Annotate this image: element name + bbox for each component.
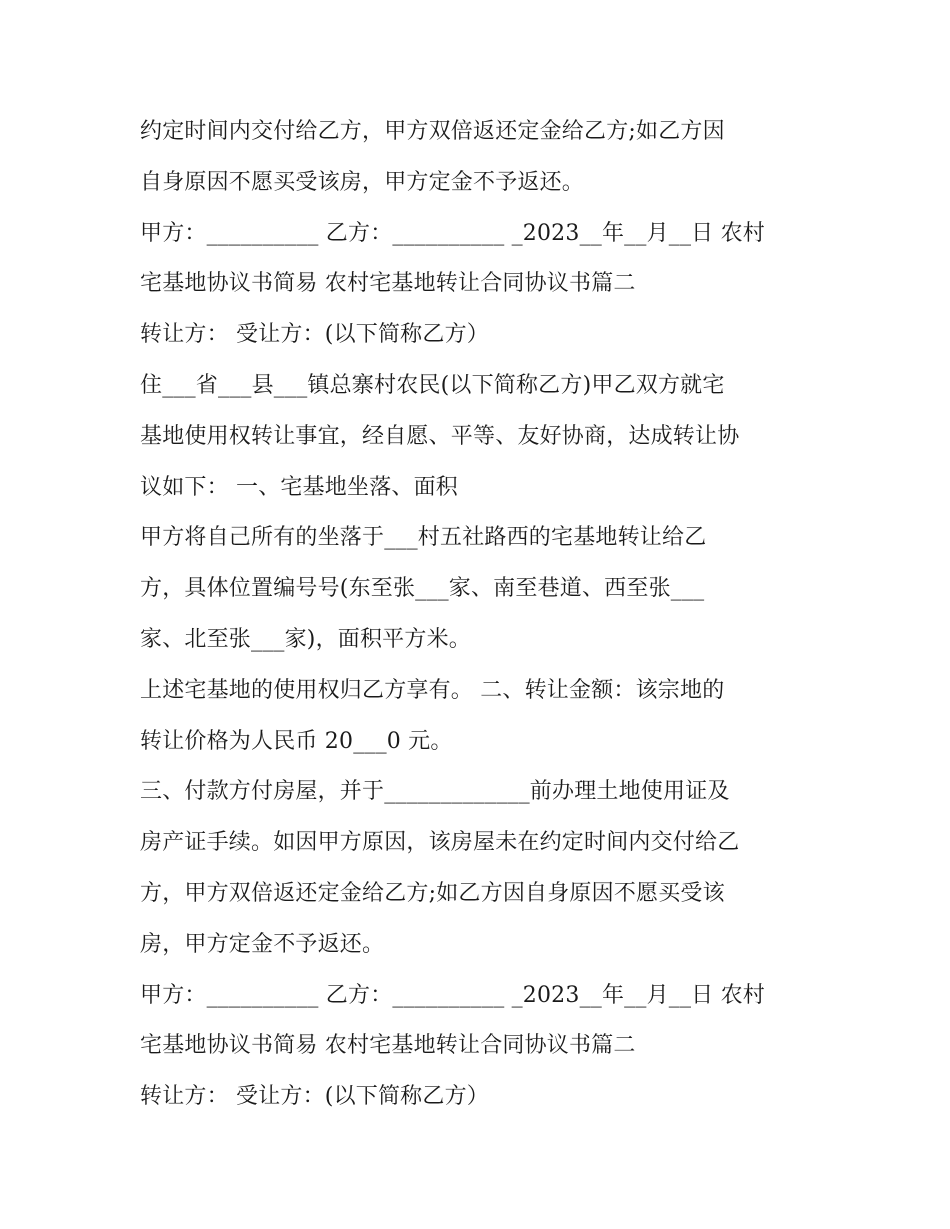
parties-line: 转让方： 受让方：(以下简称乙方）	[140, 1084, 489, 1110]
signature-line: 甲方：__________ 乙方：__________ _2023__年__月__日 农村	[140, 220, 765, 246]
text-line: 约定时间内交付给乙方，甲方双倍返还定金给乙方;如乙方因	[140, 119, 725, 144]
section-heading: 宅基地协议书简易 农村宅基地转让合同协议书篇二	[140, 1033, 636, 1059]
signature-line: 甲方：__________ 乙方：__________ _2023__年__月__日 农村	[140, 982, 765, 1008]
text-line: 上述宅基地的使用权归乙方享有。 二、转让金额：该宗地的	[140, 677, 725, 703]
text-line: 基地使用权转让事宜，经自愿、平等、友好协商，达成转让协	[140, 423, 740, 449]
text-line: 甲方将自己所有的坐落于___村五社路西的宅基地转让给乙	[140, 525, 707, 551]
text-line: 三、付款方付房屋，并于_____________前办理土地使用证及	[140, 779, 730, 805]
text-line: 家、北至张___家)，面积平方米。	[140, 626, 471, 652]
text-line: 房，甲方定金不予返还。	[140, 931, 385, 957]
text-line: 议如下： 一、宅基地坐落、面积	[140, 474, 458, 500]
text-line: 方，具体位置编号号(东至张___家、南至巷道、西至张___	[140, 576, 705, 602]
text-line: 房产证手续。如因甲方原因，该房屋未在约定时间内交付给乙	[140, 830, 740, 856]
document-body	[140, 107, 830, 1123]
text-line: 住___省___县___镇总寨村农民(以下简称乙方)甲乙双方就宅	[140, 372, 725, 398]
section-heading: 宅基地协议书简易 农村宅基地转让合同协议书篇二	[140, 271, 636, 297]
parties-line: 转让方： 受让方：(以下简称乙方）	[140, 322, 489, 348]
text-line: 方，甲方双倍返还定金给乙方;如乙方因自身原因不愿买受该	[140, 880, 725, 906]
text-line: 转让价格为人民币 20___0 元。	[140, 728, 453, 754]
text-line: 自身原因不愿买受该房，甲方定金不予返还。	[140, 169, 585, 195]
